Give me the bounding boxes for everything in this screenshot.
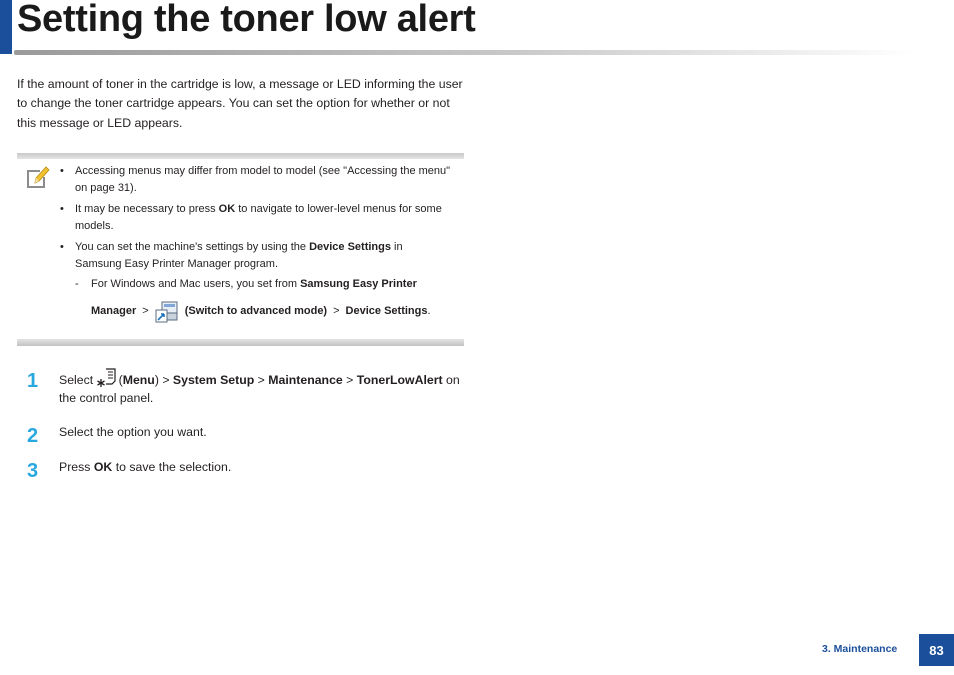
note-item: • Accessing menus may differ from model to model (see "Accessing the menu" on page 31).	[60, 165, 451, 194]
note-item: • You can set the machine's settings by using the Device Settings in Samsung Easy Printer Manager program. - For Windows and Mac users, you set from Samsung Easy Printer Manager > (Switch to advanced mode) > Device Settings.	[60, 239, 460, 323]
note-item: • It may be necessary to press OK to navigate to lower-level menus for some models.	[60, 203, 442, 232]
note-top-border	[17, 153, 464, 159]
step-1-text: Select (Menu) > System Setup > Maintenance > TonerLowAlert on the control panel.	[59, 366, 469, 407]
device-settings-label: Device Settings	[309, 241, 391, 253]
title-accent-bar	[0, 0, 12, 54]
title-underline	[14, 50, 916, 55]
page-title: Setting the toner low alert	[17, 0, 476, 40]
step-number: 1	[27, 370, 39, 392]
intro-paragraph: If the amount of toner in the cartridge is low, a message or LED informing the user to change the toner cartridge appears. You can set the option for whether or not this message or LED appears.	[17, 77, 463, 130]
menu-icon	[97, 366, 119, 388]
footer-section-label: 3. Maintenance	[822, 643, 898, 655]
page-number: 83	[919, 634, 954, 666]
step-2-text: Select the option you want.	[59, 425, 207, 439]
switch-mode-icon	[155, 301, 179, 323]
note-bottom-border	[17, 339, 464, 346]
note-list	[60, 163, 460, 328]
menu-path: Manager > (Switch to advanced mode) > Device Settings.	[91, 301, 460, 323]
app-name: Samsung Easy Printer Manager	[75, 257, 231, 270]
note-pencil-icon	[24, 164, 50, 190]
step-number: 3	[27, 460, 39, 482]
note-subitem: - For Windows and Mac users, you set from Samsung Easy Printer Manager > (Switch to advanced mode) > Device Settings.	[75, 276, 460, 323]
step-3-text: Press OK to save the selection.	[59, 460, 232, 474]
ok-key-label: OK	[218, 203, 236, 215]
step-number: 2	[27, 425, 39, 447]
